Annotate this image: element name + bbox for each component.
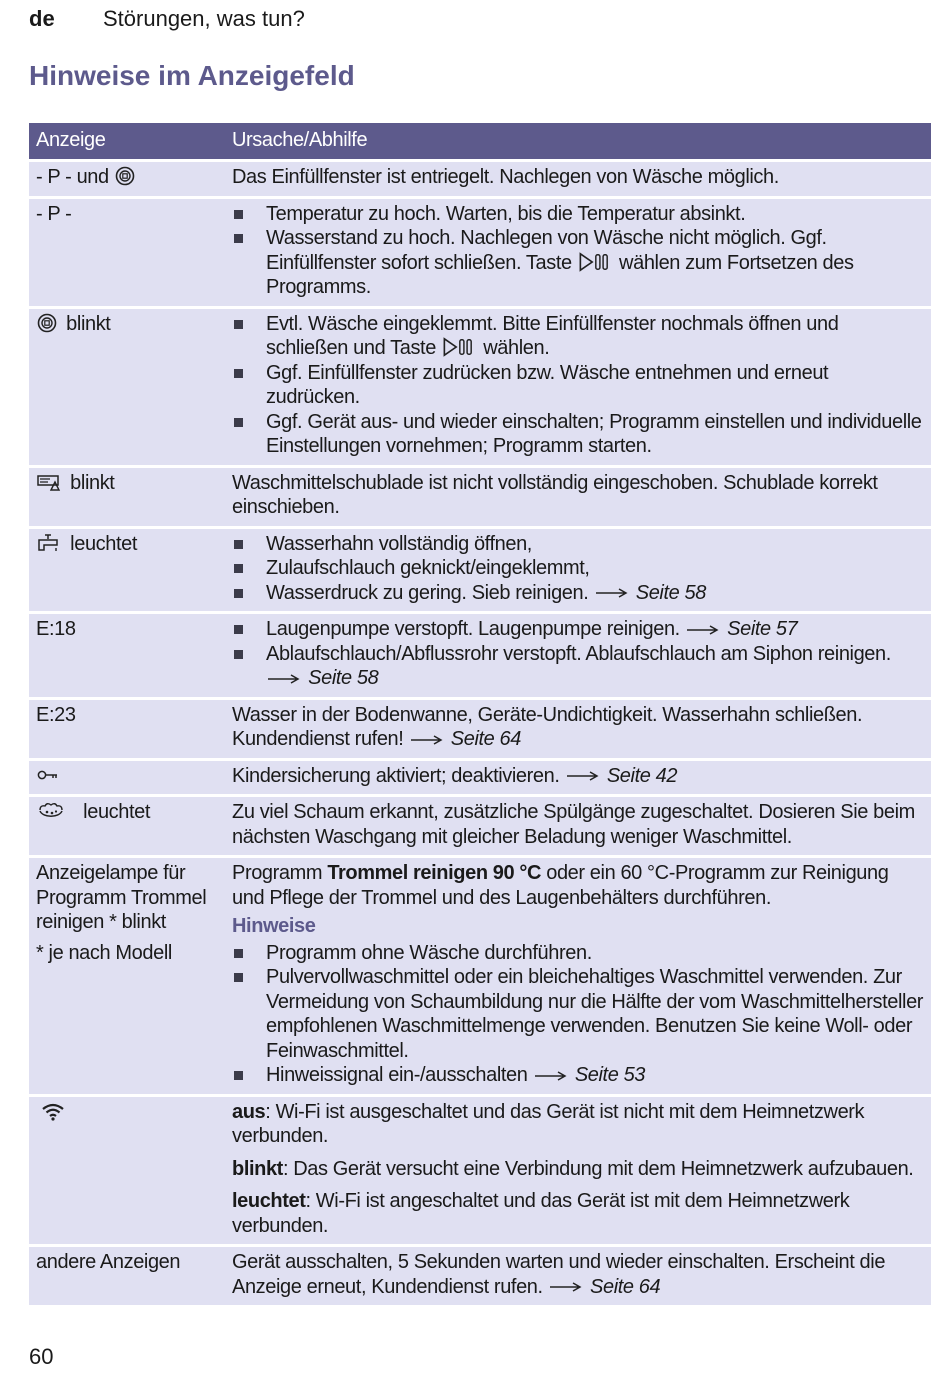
list-item: Wasserstand zu hoch. Nachlegen von Wäsche nicht möglich. Ggf. Einfüllfenster sofort schließen. Taste wählen zum Fortsetzen des Programms. — [232, 226, 924, 300]
page-header — [29, 6, 305, 32]
display-label: - P - und — [36, 166, 109, 188]
display-cell — [29, 858, 225, 1094]
start-pause-icon — [441, 337, 475, 357]
cause-list — [232, 532, 924, 606]
cause-list — [232, 617, 924, 691]
display-cell — [29, 309, 225, 465]
cause-text: Zu viel Schaum erkannt, zusätzliche Spülgänge zugeschaltet. Dosieren Sie beim nächsten Waschgang mit gleicher Beladung weniger Waschmittel. — [232, 801, 915, 848]
display-cell — [29, 1097, 225, 1245]
cause-cell — [225, 614, 931, 697]
display-cell — [29, 199, 225, 306]
display-label: E:18 — [36, 618, 76, 640]
display-label: blinkt — [70, 471, 115, 494]
wifi-icon — [41, 1102, 65, 1122]
cause-cell — [225, 761, 931, 795]
cause-cell — [225, 199, 931, 306]
foam-icon — [36, 801, 66, 821]
list-item: Laugenpumpe verstopft. Laugenpumpe reinigen. Seite 57 — [232, 617, 924, 642]
cause-text: Gerät ausschalten, 5 Sekunden warten und wieder einschalten. Erscheint die Anzeige erneut, Kundendienst rufen. — [232, 1251, 886, 1298]
table-row — [29, 761, 931, 795]
display-label: - P - — [36, 202, 72, 225]
column-header-display: Anzeige — [29, 123, 225, 159]
wifi-status-leuchtet: leuchtet: Wi-Fi ist angeschaltet und das Gerät ist mit dem Heimnetzwerk verbunden. — [232, 1190, 850, 1237]
cause-text: Waschmittelschublade ist nicht vollständig eingeschoben. Schublade korrekt einschieben. — [232, 471, 878, 518]
door-lock-icon — [114, 166, 136, 186]
table-row — [29, 797, 931, 855]
page-reference[interactable]: Seite 53 — [574, 1064, 646, 1086]
page-number: 60 — [29, 1344, 54, 1369]
water-tap-icon — [36, 533, 62, 553]
cause-list — [232, 202, 924, 300]
page-reference[interactable]: Seite 58 — [308, 667, 379, 689]
list-item: Ablaufschlauch/Abflussrohr verstopft. Ablaufschlauch am Siphon reinigen. Seite 58 — [232, 642, 924, 691]
table-row — [29, 309, 931, 465]
arrow-right-icon — [550, 1282, 582, 1292]
display-hints-table — [29, 120, 931, 1308]
arrow-right-icon — [567, 771, 599, 781]
section-title: Störungen, was tun? — [103, 6, 305, 31]
arrow-right-icon — [535, 1071, 567, 1081]
model-note: * je nach Modell — [36, 941, 172, 964]
display-label: blinkt — [66, 312, 111, 335]
list-item: Hinweissignal ein-/ausschalten Seite 53 — [232, 1063, 924, 1088]
table-row — [29, 1097, 931, 1245]
page-reference[interactable]: Seite 58 — [635, 581, 706, 604]
page-reference[interactable]: Seite 57 — [727, 618, 798, 640]
table-row — [29, 858, 931, 1094]
page-title: Hinweise im Anzeigefeld — [29, 60, 355, 91]
display-cell — [29, 162, 225, 196]
list-item: Pulvervollwaschmittel oder ein bleichehaltiges Waschmittel verwenden. Zur Vermeidung von Schaumbildung nur die Hälfte der vom Waschmittelhersteller empfohlenen Waschmittelmenge verwenden. Benutzen Sie keine Woll- oder Feinwaschmittel. — [232, 965, 924, 1063]
wifi-status-aus: aus: Wi-Fi ist ausgeschaltet und das Gerät ist nicht mit dem Heimnetzwerk verbunden. — [232, 1100, 865, 1147]
list-item: Ggf. Einfüllfenster zudrücken bzw. Wäsche entnehmen und erneut zudrücken. — [232, 361, 924, 410]
cause-cell — [225, 309, 931, 465]
display-cell — [29, 700, 225, 758]
start-pause-icon — [577, 252, 611, 272]
display-label: Anzeigelampe für Programm Trommel reinigen * blinkt — [36, 862, 207, 933]
page-reference[interactable]: Seite 42 — [606, 764, 678, 787]
cause-cell — [225, 468, 931, 526]
cause-cell — [225, 700, 931, 758]
cause-list — [232, 941, 924, 1088]
display-cell — [29, 797, 225, 855]
table-row — [29, 199, 931, 306]
hints-heading: Hinweise — [232, 915, 316, 937]
cause-cell — [225, 858, 931, 1094]
door-lock-icon — [36, 313, 58, 333]
cause-text: Das Einfüllfenster ist entriegelt. Nachlegen von Wäsche möglich. — [232, 166, 779, 188]
table-row — [29, 1247, 931, 1305]
display-label: leuchtet — [83, 801, 151, 823]
display-cell — [29, 1247, 225, 1305]
display-cell — [29, 761, 225, 795]
cause-list — [232, 312, 924, 459]
display-label: andere Anzeigen — [36, 1251, 181, 1273]
child-lock-key-icon — [36, 765, 60, 785]
cause-text: Kindersicherung aktiviert; deaktivieren. — [232, 764, 560, 787]
display-label: leuchtet — [70, 532, 138, 555]
table-row — [29, 700, 931, 758]
table-header-row — [29, 123, 931, 159]
list-item: Evtl. Wäsche eingeklemmt. Bitte Einfüllfenster nochmals öffnen und schließen und Taste wählen. — [232, 312, 924, 361]
list-item: Zulaufschlauch geknickt/eingeklemmt, — [232, 556, 924, 581]
cause-cell — [225, 162, 931, 196]
list-item: Ggf. Gerät aus- und wieder einschalten; Programm einstellen und individuelle Einstellungen vornehmen; Programm starten. — [232, 410, 924, 459]
program-name: Trommel reinigen 90 °C — [327, 862, 542, 884]
arrow-right-icon — [596, 588, 628, 598]
list-item: Wasserdruck zu gering. Sieb reinigen. Seite 58 — [232, 581, 924, 606]
arrow-right-icon — [411, 735, 443, 745]
language-code: de — [29, 6, 55, 31]
table-row — [29, 162, 931, 196]
column-header-cause: Ursache/Abhilfe — [225, 123, 931, 159]
arrow-right-icon — [687, 625, 719, 635]
cause-cell — [225, 529, 931, 612]
wifi-status-blinkt: blinkt: Das Gerät versucht eine Verbindung mit dem Heimnetzwerk aufzubauen. — [232, 1157, 914, 1180]
cause-cell — [225, 797, 931, 855]
list-item: Programm ohne Wäsche durchführen. — [232, 941, 924, 966]
page-reference[interactable]: Seite 64 — [590, 1275, 661, 1298]
display-cell — [29, 529, 225, 612]
cause-text: Programm Trommel reinigen 90 °C oder ein 60 °C-Programm zur Reinigung und Pflege der Trommel und des Laugenbehälters durchführen. — [232, 862, 889, 909]
table-row — [29, 529, 931, 612]
cause-cell — [225, 1097, 931, 1245]
cause-text: Wasser in der Bodenwanne, Geräte-Undichtigkeit. Wasserhahn schließen. Kundendienst rufen! — [232, 703, 863, 750]
page-reference[interactable]: Seite 64 — [450, 728, 521, 750]
list-item: Temperatur zu hoch. Warten, bis die Temperatur absinkt. — [232, 202, 924, 227]
table-row — [29, 468, 931, 526]
display-cell — [29, 614, 225, 697]
cause-cell — [225, 1247, 931, 1305]
display-label: E:23 — [36, 703, 76, 726]
display-cell — [29, 468, 225, 526]
table-row — [29, 614, 931, 697]
detergent-drawer-icon — [36, 472, 62, 492]
arrow-right-icon — [268, 674, 300, 684]
list-item: Wasserhahn vollständig öffnen, — [232, 532, 924, 557]
